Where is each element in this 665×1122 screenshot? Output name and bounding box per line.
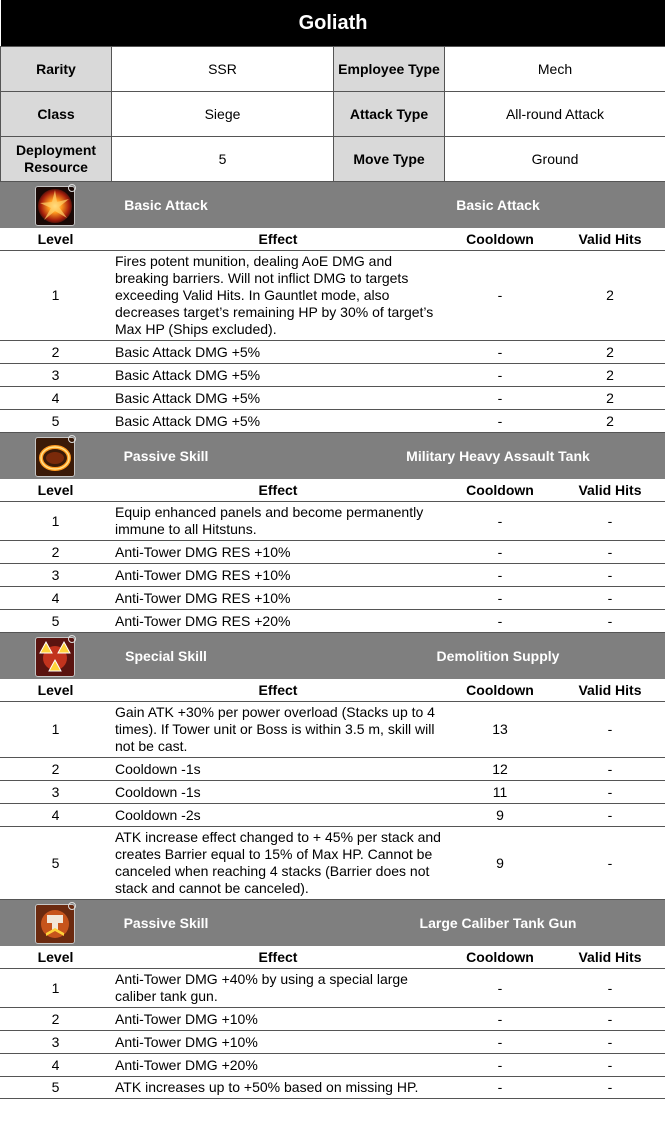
row-level: 4 [0, 1054, 111, 1077]
row-level: 1 [0, 702, 111, 758]
row-valid-hits: - [555, 502, 665, 541]
row-cooldown: - [445, 387, 555, 410]
row-level: 3 [0, 1031, 111, 1054]
table-row [0, 387, 665, 410]
row-cooldown: 11 [445, 781, 555, 804]
employee-type-value: Mech [445, 47, 665, 92]
skill-icon [35, 904, 75, 944]
row-cooldown: - [445, 1008, 555, 1031]
column-header-row [0, 228, 665, 251]
rarity-label: Rarity [1, 47, 112, 92]
row-valid-hits: - [555, 758, 665, 781]
row-cooldown: - [445, 502, 555, 541]
row-valid-hits: - [555, 587, 665, 610]
skill-type-label: Passive Skill [123, 914, 209, 931]
skill-name-label: Large Caliber Tank Gun [419, 914, 577, 931]
row-level: 5 [0, 410, 111, 433]
tank-gun-icon [36, 905, 74, 943]
table-row [0, 702, 665, 758]
skill-type-label: Passive Skill [123, 447, 209, 464]
row-cooldown: 9 [445, 804, 555, 827]
row-effect: Anti-Tower DMG RES +10% [111, 564, 445, 587]
table-row [0, 804, 665, 827]
skill-icon-cell [0, 433, 111, 480]
skill-name-label: Basic Attack [456, 196, 540, 213]
row-cooldown: - [445, 564, 555, 587]
col-effect: Effect [111, 479, 445, 502]
skill-icon-cell [0, 900, 111, 947]
row-level: 4 [0, 387, 111, 410]
row-valid-hits: 2 [555, 410, 665, 433]
employee-type-label: Employee Type [334, 47, 445, 92]
row-valid-hits: 2 [555, 341, 665, 364]
skill-type [111, 900, 665, 947]
row-effect: Basic Attack DMG +5% [111, 364, 445, 387]
row-effect: Basic Attack DMG +5% [111, 341, 445, 364]
row-cooldown: 12 [445, 758, 555, 781]
row-cooldown: - [445, 1054, 555, 1077]
skill-type-label: Special Skill [125, 647, 207, 664]
row-valid-hits: - [555, 1031, 665, 1054]
table-row [0, 410, 665, 433]
row-effect: Cooldown -1s [111, 781, 445, 804]
row-valid-hits: - [555, 969, 665, 1008]
col-cooldown: Cooldown [445, 479, 555, 502]
row-valid-hits: - [555, 564, 665, 587]
row-cooldown: - [445, 251, 555, 341]
row-effect: Anti-Tower DMG RES +20% [111, 610, 445, 633]
skills-table [0, 182, 665, 1099]
skill-icon-cell [0, 182, 111, 228]
badge-dot-icon [68, 184, 76, 192]
move-type-value: Ground [445, 137, 665, 182]
badge-dot-icon [68, 635, 76, 643]
skill-icon [35, 186, 75, 226]
warning-supply-icon [36, 638, 74, 676]
row-level: 3 [0, 364, 111, 387]
row-effect: Equip enhanced panels and become permanently immune to all Hitstuns. [111, 502, 445, 541]
col-valid-hits: Valid Hits [555, 679, 665, 702]
table-row [0, 587, 665, 610]
row-valid-hits: - [555, 781, 665, 804]
table-row [0, 969, 665, 1008]
deployment-label: Deployment Resource [1, 137, 112, 182]
table-row [0, 781, 665, 804]
character-table [0, 0, 665, 182]
row-cooldown: - [445, 1031, 555, 1054]
skill-type [111, 433, 665, 480]
table-row [0, 1054, 665, 1077]
row-effect: Gain ATK +30% per power overload (Stacks up to 4 times). If Tower unit or Boss is within 3.5 m, skill will not be cast. [111, 702, 445, 758]
row-level: 2 [0, 341, 111, 364]
table-row [0, 827, 665, 900]
skill-icon [35, 637, 75, 677]
row-valid-hits: - [555, 827, 665, 900]
table-row [0, 564, 665, 587]
col-level: Level [0, 679, 111, 702]
row-cooldown: 13 [445, 702, 555, 758]
col-effect: Effect [111, 679, 445, 702]
info-row-class [1, 92, 665, 137]
row-effect: Anti-Tower DMG +40% by using a special large caliber tank gun. [111, 969, 445, 1008]
row-effect: Anti-Tower DMG +10% [111, 1008, 445, 1031]
row-level: 1 [0, 251, 111, 341]
table-row [0, 364, 665, 387]
row-cooldown: 9 [445, 827, 555, 900]
table-row [0, 1077, 665, 1099]
row-effect: Anti-Tower DMG RES +10% [111, 541, 445, 564]
row-effect: Cooldown -2s [111, 804, 445, 827]
class-value: Siege [112, 92, 334, 137]
skill-type [111, 182, 665, 228]
col-valid-hits: Valid Hits [555, 479, 665, 502]
badge-dot-icon [68, 902, 76, 910]
table-row [0, 610, 665, 633]
row-effect: ATK increase effect changed to + 45% per stack and creates Barrier equal to 15% of Max HP. Cannot be canceled when reaching 4 stacks (Barrier does not stack and cannot be canceled). [111, 827, 445, 900]
row-valid-hits: 2 [555, 251, 665, 341]
row-effect: Basic Attack DMG +5% [111, 387, 445, 410]
row-level: 2 [0, 541, 111, 564]
row-effect: Anti-Tower DMG RES +10% [111, 587, 445, 610]
row-valid-hits: - [555, 1077, 665, 1099]
rarity-value: SSR [112, 47, 334, 92]
row-level: 5 [0, 1077, 111, 1099]
row-valid-hits: - [555, 804, 665, 827]
row-level: 2 [0, 758, 111, 781]
row-cooldown: - [445, 1077, 555, 1099]
skill-header [0, 633, 665, 680]
attack-type-value: All-round Attack [445, 92, 665, 137]
info-row-deployment [1, 137, 665, 182]
row-level: 4 [0, 587, 111, 610]
row-valid-hits: 2 [555, 364, 665, 387]
skill-type [111, 633, 665, 680]
row-level: 5 [0, 827, 111, 900]
row-cooldown: - [445, 364, 555, 387]
skill-header [0, 182, 665, 228]
row-effect: Anti-Tower DMG +20% [111, 1054, 445, 1077]
row-level: 3 [0, 781, 111, 804]
skill-type-label: Basic Attack [124, 196, 208, 213]
skill-icon-cell [0, 633, 111, 680]
row-level: 3 [0, 564, 111, 587]
page-title: Goliath [1, 0, 665, 47]
table-row [0, 1008, 665, 1031]
col-cooldown: Cooldown [445, 679, 555, 702]
table-row [0, 251, 665, 341]
skill-header [0, 433, 665, 480]
column-header-row [0, 679, 665, 702]
table-row [0, 758, 665, 781]
row-effect: ATK increases up to +50% based on missing HP. [111, 1077, 445, 1099]
row-effect: Fires potent munition, dealing AoE DMG and breaking barriers. Will not inflict DMG to targets exceeding Valid Hits. In Gauntlet mode, also decreases target’s remaining HP by 30% of target’s Max HP (Ships excluded). [111, 251, 445, 341]
move-type-label: Move Type [334, 137, 445, 182]
col-cooldown: Cooldown [445, 946, 555, 969]
skill-icon [35, 437, 75, 477]
explosion-icon [36, 187, 74, 225]
row-level: 2 [0, 1008, 111, 1031]
row-level: 1 [0, 969, 111, 1008]
table-row [0, 502, 665, 541]
col-valid-hits: Valid Hits [555, 946, 665, 969]
column-header-row [0, 479, 665, 502]
col-effect: Effect [111, 228, 445, 251]
col-effect: Effect [111, 946, 445, 969]
row-cooldown: - [445, 541, 555, 564]
info-row-rarity [1, 47, 665, 92]
table-row [0, 541, 665, 564]
row-cooldown: - [445, 341, 555, 364]
row-cooldown: - [445, 410, 555, 433]
row-level: 1 [0, 502, 111, 541]
col-level: Level [0, 228, 111, 251]
deployment-value: 5 [112, 137, 334, 182]
col-level: Level [0, 479, 111, 502]
skill-name-label: Military Heavy Assault Tank [406, 447, 590, 464]
table-row [0, 1031, 665, 1054]
row-valid-hits: - [555, 1054, 665, 1077]
attack-type-label: Attack Type [334, 92, 445, 137]
row-cooldown: - [445, 587, 555, 610]
skill-header [0, 900, 665, 947]
table-row [0, 341, 665, 364]
column-header-row [0, 946, 665, 969]
row-cooldown: - [445, 610, 555, 633]
row-valid-hits: - [555, 1008, 665, 1031]
col-valid-hits: Valid Hits [555, 228, 665, 251]
row-valid-hits: - [555, 610, 665, 633]
col-cooldown: Cooldown [445, 228, 555, 251]
badge-dot-icon [68, 435, 76, 443]
row-effect: Anti-Tower DMG +10% [111, 1031, 445, 1054]
row-valid-hits: - [555, 541, 665, 564]
class-label: Class [1, 92, 112, 137]
row-level: 5 [0, 610, 111, 633]
row-valid-hits: - [555, 702, 665, 758]
fire-ring-icon [36, 438, 74, 476]
row-effect: Basic Attack DMG +5% [111, 410, 445, 433]
row-effect: Cooldown -1s [111, 758, 445, 781]
row-cooldown: - [445, 969, 555, 1008]
row-valid-hits: 2 [555, 387, 665, 410]
col-level: Level [0, 946, 111, 969]
row-level: 4 [0, 804, 111, 827]
skill-name-label: Demolition Supply [436, 647, 560, 664]
